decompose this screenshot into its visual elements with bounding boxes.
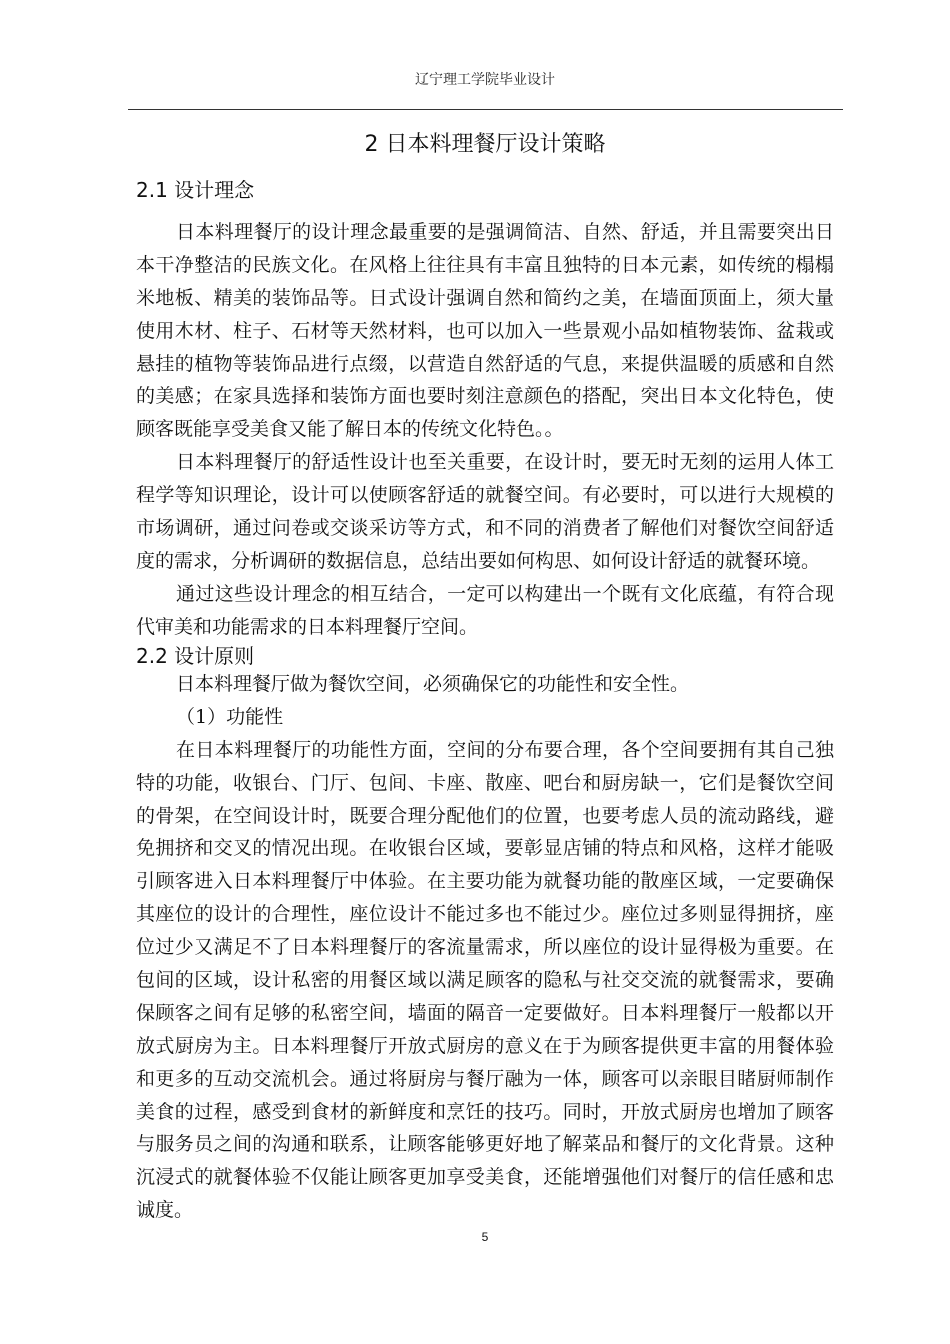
text-line: 与服务员之间的沟通和联系，让顾客能够更好地了解菜品和餐厅的文化背景。这种: [136, 1133, 834, 1156]
text-line: 沉浸式的就餐体验不仅能让顾客更加享受美食，还能增强他们对餐厅的信任感和忠: [136, 1166, 834, 1189]
section-body-2-2: [136, 668, 834, 1227]
paragraph: [136, 216, 834, 446]
text-line: 顾客既能享受美食又能了解日本的传统文化特色。。: [136, 418, 564, 441]
text-line: 其座位的设计的合理性，座位设计不能过多也不能过少。座位过多则显得拥挤，座: [136, 903, 834, 926]
text-line: 本干净整洁的民族文化。在风格上往往具有丰富且独特的日本元素，如传统的榻榻: [136, 253, 834, 276]
running-header: 辽宁理工学院毕业设计: [415, 72, 555, 88]
section-heading-2-1: 2.1 设计理念: [136, 178, 255, 202]
paragraph: [136, 734, 834, 1227]
text-line: 放式厨房为主。日本料理餐厅开放式厨房的意义在于为顾客提供更丰富的用餐体验: [136, 1034, 834, 1057]
text-line: 市场调研，通过问卷或交谈采访等方式，和不同的消费者了解他们对餐饮空间舒适: [136, 517, 834, 540]
text-line: 免拥挤和交叉的情况出现。在收银台区域，要彰显店铺的特点和风格，这样才能吸: [136, 837, 834, 860]
text-line: 通过这些设计理念的相互结合，一定可以构建出一个既有文化底蕴，有符合现: [176, 582, 834, 605]
text-line: 悬挂的植物等装饰品进行点缀，以营造自然舒适的气息，来提供温暖的质感和自然: [136, 352, 834, 375]
text-line: 度的需求，分析调研的数据信息，总结出要如何构思、如何设计舒适的就餐环境。: [136, 549, 821, 572]
text-line: 程学等知识理论，设计可以使顾客舒适的就餐空间。有必要时，可以进行大规模的: [136, 484, 834, 507]
text-line: 日本料理餐厅做为餐饮空间，必须确保它的功能性和安全性。: [176, 673, 690, 695]
text-line: 保顾客之间有足够的私密空间，墙面的隔音一定要做好。日本料理餐厅一般都以开: [136, 1001, 834, 1024]
paragraph: [136, 701, 834, 734]
text-line: 的美感；在家具选择和装饰方面也要时刻注意颜色的搭配，突出日本文化特色，使: [136, 385, 834, 408]
section-heading-2-2: 2.2 设计原则: [136, 644, 255, 668]
paragraph: [136, 578, 834, 644]
text-line: 诚度。: [136, 1199, 194, 1222]
text-line: 和更多的互动交流机会。通过将厨房与餐厅融为一体，顾客可以亲眼目睹厨师制作: [136, 1067, 834, 1090]
text-line: 米地板、精美的装饰品等。日式设计强调自然和简约之美，在墙面顶面上，须大量: [136, 286, 834, 309]
text-line: 使用木材、柱子、石材等天然材料，也可以加入一些景观小品如植物装饰、盆栽或: [136, 319, 834, 342]
paragraph: [136, 668, 834, 701]
text-line: （1）功能性: [176, 705, 284, 728]
text-line: 特的功能，收银台、门厅、包间、卡座、散座、吧台和厨房缺一，它们是餐饮空间: [136, 771, 834, 794]
chapter-title: 2 日本料理餐厅设计策略: [364, 132, 606, 157]
text-line: 引顾客进入日本料理餐厅中体验。在主要功能为就餐功能的散座区域，一定要确保: [136, 870, 834, 893]
text-line: 的骨架，在空间设计时，既要合理分配他们的位置，也要考虑人员的流动路线，避: [136, 804, 834, 827]
text-line: 代审美和功能需求的日本料理餐厅空间。: [136, 615, 479, 638]
paragraph: [136, 446, 834, 578]
text-line: 日本料理餐厅的舒适性设计也至关重要，在设计时，要无时无刻的运用人体工: [176, 451, 834, 474]
page-number: 5: [481, 1230, 489, 1244]
header-divider: [128, 109, 843, 110]
text-line: 在日本料理餐厅的功能性方面，空间的分布要合理，各个空间要拥有其自己独: [176, 738, 834, 761]
text-line: 包间的区域，设计私密的用餐区域以满足顾客的隐私与社交交流的就餐需求，要确: [136, 969, 834, 992]
text-line: 日本料理餐厅的设计理念最重要的是强调简洁、自然、舒适，并且需要突出日: [176, 221, 834, 243]
text-line: 位过少又满足不了日本料理餐厅的客流量需求，所以座位的设计显得极为重要。在: [136, 936, 834, 959]
text-line: 美食的过程，感受到食材的新鲜度和烹饪的技巧。同时，开放式厨房也增加了顾客: [136, 1100, 834, 1123]
section-body-2-1: [136, 216, 834, 644]
